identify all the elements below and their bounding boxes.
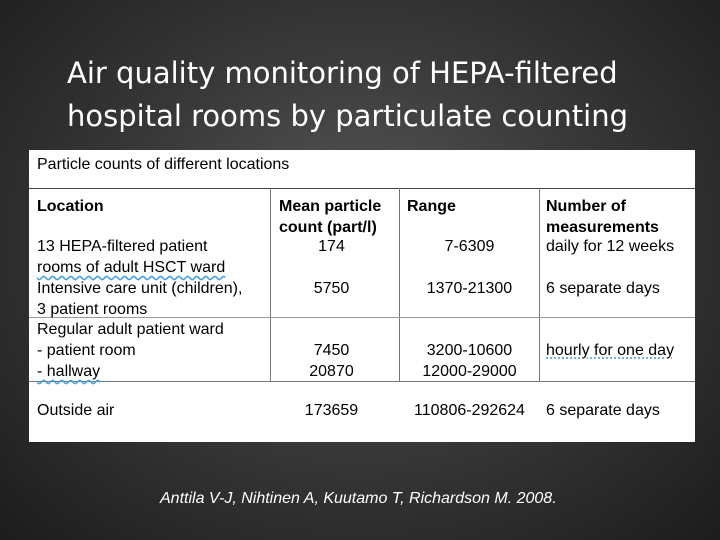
row-2-location-line-2: 3 patient rooms <box>37 301 148 318</box>
row-3-range-line-2: 12000-29000 <box>422 363 517 380</box>
header-location: Location <box>37 198 104 215</box>
row-4-number: 6 separate days <box>546 402 660 419</box>
row-2-location-line-1: Intensive care unit (children), <box>37 280 243 297</box>
table-panel <box>29 150 695 442</box>
row-4-range: 110806-292624 <box>414 402 525 419</box>
header-mean <box>279 196 381 238</box>
row-3-location-line-2: - patient room <box>37 342 136 359</box>
row-3-number-text: hourly for one day <box>546 342 675 359</box>
row-1-location-line-1: 13 HEPA-filtered patient <box>37 238 208 255</box>
row-2-mean: 5750 <box>313 280 350 297</box>
row-3-mean-line-1: 7450 <box>313 342 350 359</box>
row-1-range: 7-6309 <box>444 238 495 255</box>
column-divider-1 <box>270 188 271 381</box>
header-mean-line-1: Mean particle <box>279 198 382 215</box>
title-line-1: Air quality monitoring of HEPA-filtered <box>67 56 618 90</box>
header-number-line-1: Number of <box>546 198 626 215</box>
row-1-mean: 174 <box>318 238 345 255</box>
table-row <box>37 319 224 382</box>
row-2-range: 1370-21300 <box>426 280 513 297</box>
row-3-range <box>407 340 532 382</box>
table-top-rule <box>29 188 695 189</box>
row-2-number: 6 separate days <box>546 280 660 297</box>
title-line-2: hospital rooms by particulate counting <box>67 99 629 133</box>
header-number <box>546 196 659 238</box>
table-caption: Particle counts of different locations <box>37 156 290 173</box>
row-4-location: Outside air <box>37 402 115 419</box>
citation: Anttila V-J, Nihtinen A, Kuutamo T, Richardson M. 2008. <box>160 490 557 507</box>
row-3-number <box>546 340 674 361</box>
row-3-mean <box>279 340 384 382</box>
table-row <box>37 278 242 320</box>
row-1-number: daily for 12 weeks <box>546 238 675 255</box>
row-4-mean: 173659 <box>304 402 359 419</box>
column-divider-3 <box>539 188 540 381</box>
column-divider-2 <box>399 188 400 381</box>
header-mean-line-2: count (part/l) <box>279 219 377 236</box>
header-number-line-2: measurements <box>546 219 659 236</box>
row-3-location-line-1: Regular adult patient ward <box>37 321 224 338</box>
row-1-location-line-2: rooms of adult HSCT ward <box>37 259 226 276</box>
row-3-range-line-1: 3200-10600 <box>426 342 513 359</box>
header-range: Range <box>407 198 456 215</box>
row-3-location-line-3: - hallway <box>37 363 101 380</box>
slide-title <box>67 52 687 138</box>
table-row <box>37 236 225 278</box>
row-3-mean-line-2: 20870 <box>309 363 354 380</box>
